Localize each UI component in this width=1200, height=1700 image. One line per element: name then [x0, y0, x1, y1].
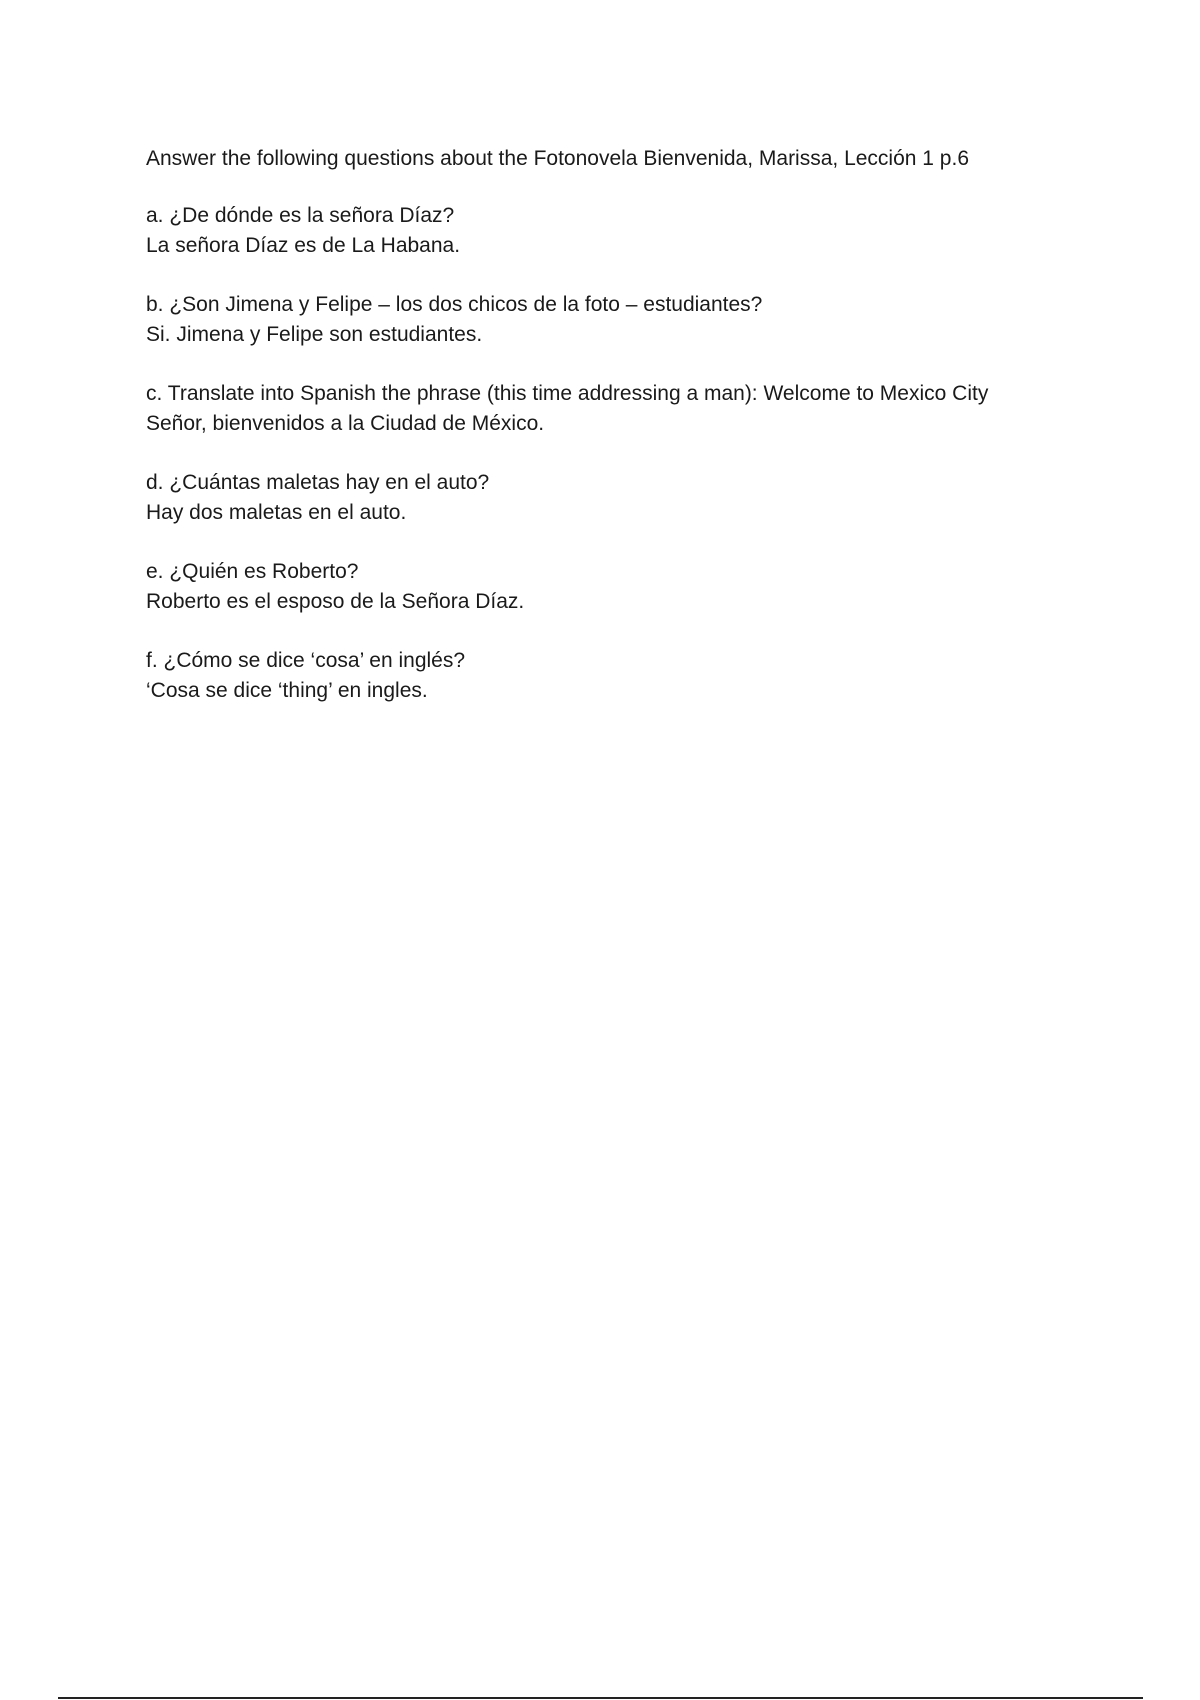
document-body	[146, 144, 1076, 735]
answer-text: La señora Díaz es de La Habana.	[146, 234, 461, 257]
answer-text: Roberto es el esposo de la Señora Díaz.	[146, 590, 525, 613]
page-bottom-divider	[58, 1697, 1143, 1699]
question-text: d. ¿Cuántas maletas hay en el auto?	[146, 471, 490, 494]
question-text: c. Translate into Spanish the phrase (this time addressing a man): Welcome to Mexico City	[146, 382, 989, 405]
question-block-d	[146, 468, 1076, 528]
question-block-c	[146, 379, 1076, 439]
question-block-e	[146, 557, 1076, 617]
question-text: b. ¿Son Jimena y Felipe – los dos chicos de la foto – estudiantes?	[146, 293, 763, 316]
answer-text: Hay dos maletas en el auto.	[146, 501, 407, 524]
question-block-a	[146, 201, 1076, 261]
question-text: a. ¿De dónde es la señora Díaz?	[146, 204, 455, 227]
question-text: f. ¿Cómo se dice ‘cosa’ en inglés?	[146, 649, 466, 672]
question-block-f	[146, 646, 1076, 706]
answer-text: Si. Jimena y Felipe son estudiantes.	[146, 323, 483, 346]
answer-text: Señor, bienvenidos a la Ciudad de México.	[146, 412, 545, 435]
question-block-b	[146, 290, 1076, 350]
answer-text: ‘Cosa se dice ‘thing’ en ingles.	[146, 679, 428, 702]
question-text: e. ¿Quién es Roberto?	[146, 560, 359, 583]
instructions-text: Answer the following questions about the Fotonovela Bienvenida, Marissa, Lección 1 p.6	[146, 147, 969, 170]
